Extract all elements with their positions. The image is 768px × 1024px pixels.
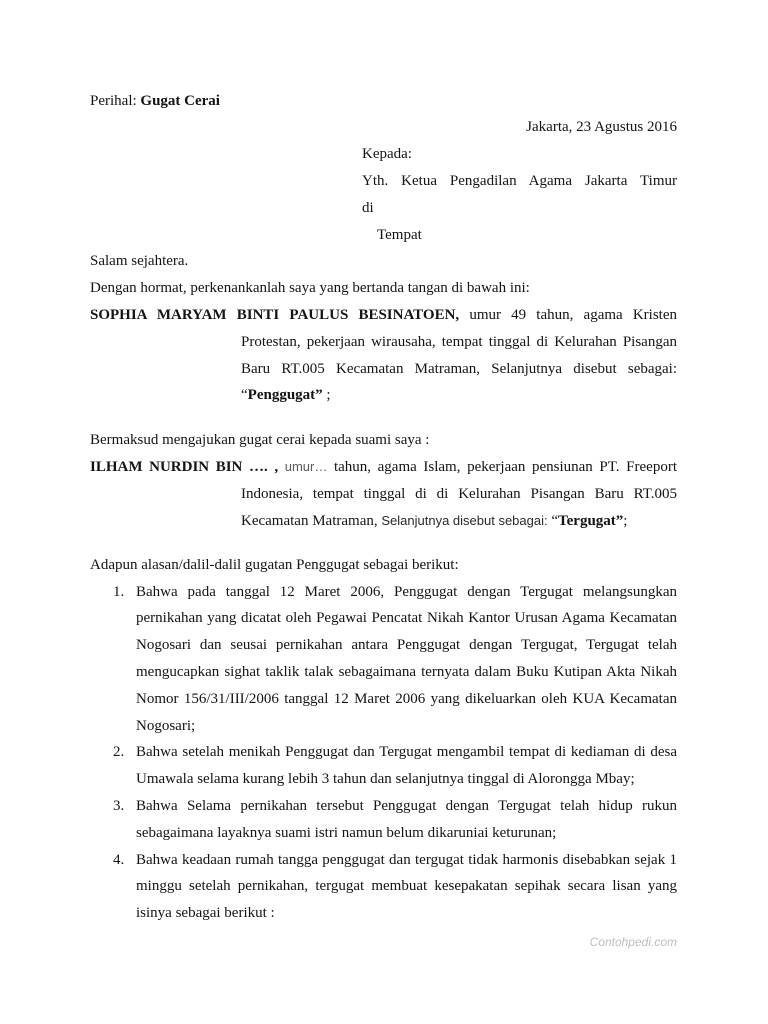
reason-item [90,793,677,847]
defendant-details: Kecamatan Matraman, [241,512,378,529]
plaintiff-details: umur 49 tahun, agama Kristen [469,306,677,323]
defendant-alias-line [241,508,677,535]
plaintiff-alias-line [241,382,677,409]
reasons-intro: Adapun alasan/dalil-dalil gugatan Penggugat sebagai berikut: [90,556,459,573]
recipient-at: di [362,199,374,216]
plaintiff-name: SOPHIA MARYAM BINTI PAULUS BESINATOEN, [90,306,460,323]
plaintiff-line [90,302,677,329]
reason-line: Bahwa Selama pernikahan tersebut Penggugat dengan Tergugat telah hidup rukun [136,798,677,815]
recipient-addressee: Yth. Ketua Pengadilan Agama Jakarta Timur [362,172,677,189]
reason-line: Nogosari dan seusai pernikahan antara Penggugat dengan Tergugat, Tergugat telah [136,637,677,654]
defendant-line [90,454,677,481]
reason-item [90,739,677,793]
subject-value: Gugat Cerai [140,92,220,109]
defendant-line: Indonesia, tempat tinggal di di Kelurahan Pisangan Baru RT.005 [241,485,677,502]
plaintiff-line: Protestan, pekerjaan wirausaha, tempat tinggal di Kelurahan Pisangan [241,333,677,350]
letter-body [90,88,677,927]
reason-line: pernikahan yang dicatat oleh Pegawai Pencatat Nikah Kantor Urusan Agama Kecamatan [136,610,677,627]
quote-open: “ [241,387,248,404]
reason-line: sebagaimana layaknya suami istri namun belum dikaruniai keturunan; [136,824,557,841]
plaintiff-alias: Penggugat” [247,387,323,404]
recipient-to: Kepada: [362,146,412,163]
subject-label: Perihal: [90,92,137,109]
defendant-alias: Tergugat” [558,512,624,529]
reason-line: Umawala selama kurang lebih 3 tahun dan selanjutnya tinggal di Alorongga Mbay; [136,771,635,788]
greeting: Salam sejahtera. [90,253,189,270]
reason-line: Bahwa keadaan rumah tangga penggugat dan tergugat tidak harmonis disebabkan sejak 1 [136,851,677,868]
watermark: Contohpedi.com [589,935,677,949]
alias-terminator: ; [326,387,331,404]
alias-phrase: Selanjutnya disebut sebagai: [381,512,548,528]
reason-number: 4. [113,851,125,868]
defendant-details: tahun, agama Islam, pekerjaan pensiunan PT. Freeport [333,458,677,475]
reason-line: Bahwa pada tanggal 12 Maret 2006, Penggugat dengan Tergugat melangsungkan [136,583,677,600]
reason-number: 1. [113,583,125,600]
plaintiff-line: Baru RT.005 Kecamatan Matraman, Selanjutnya disebut sebagai: [241,360,677,377]
reason-number: 3. [113,798,125,815]
place-date: Jakarta, 23 Agustus 2016 [526,119,677,136]
defendant-age: umur… [284,458,328,474]
intent-sentence: Bermaksud mengajukan gugat cerai kepada suami saya : [90,432,430,449]
alias-terminator: ; [623,512,628,529]
reason-line: Bahwa setelah menikah Penggugat dan Tergugat mengambil tempat di kediaman di desa [136,744,677,761]
subject-line [90,88,677,115]
reason-line: isinya sebagai berikut : [136,905,275,922]
reason-line: Nogosari; [136,717,196,734]
reason-item [90,847,677,927]
reason-number: 2. [113,744,125,761]
reason-line: mengucapkan sighat taklik talak sebagaimana ternyata dalam Buku Kutipan Akta Nikah [136,664,677,681]
defendant-name: ILHAM NURDIN BIN …. , [90,458,279,475]
reason-item [90,579,677,740]
recipient-place: Tempat [377,226,422,243]
reason-line: Nomor 156/31/III/2006 tanggal 12 Maret 2006 yang dikeluarkan oleh KUA Kecamatan [136,690,677,707]
quote-open: “ [551,512,559,529]
intro-sentence: Dengan hormat, perkenankanlah saya yang bertanda tangan di bawah ini: [90,280,530,297]
reason-line: minggu setelah pernikahan, tergugat membuat kesepakatan sepihak secara lisan yang [136,878,677,895]
